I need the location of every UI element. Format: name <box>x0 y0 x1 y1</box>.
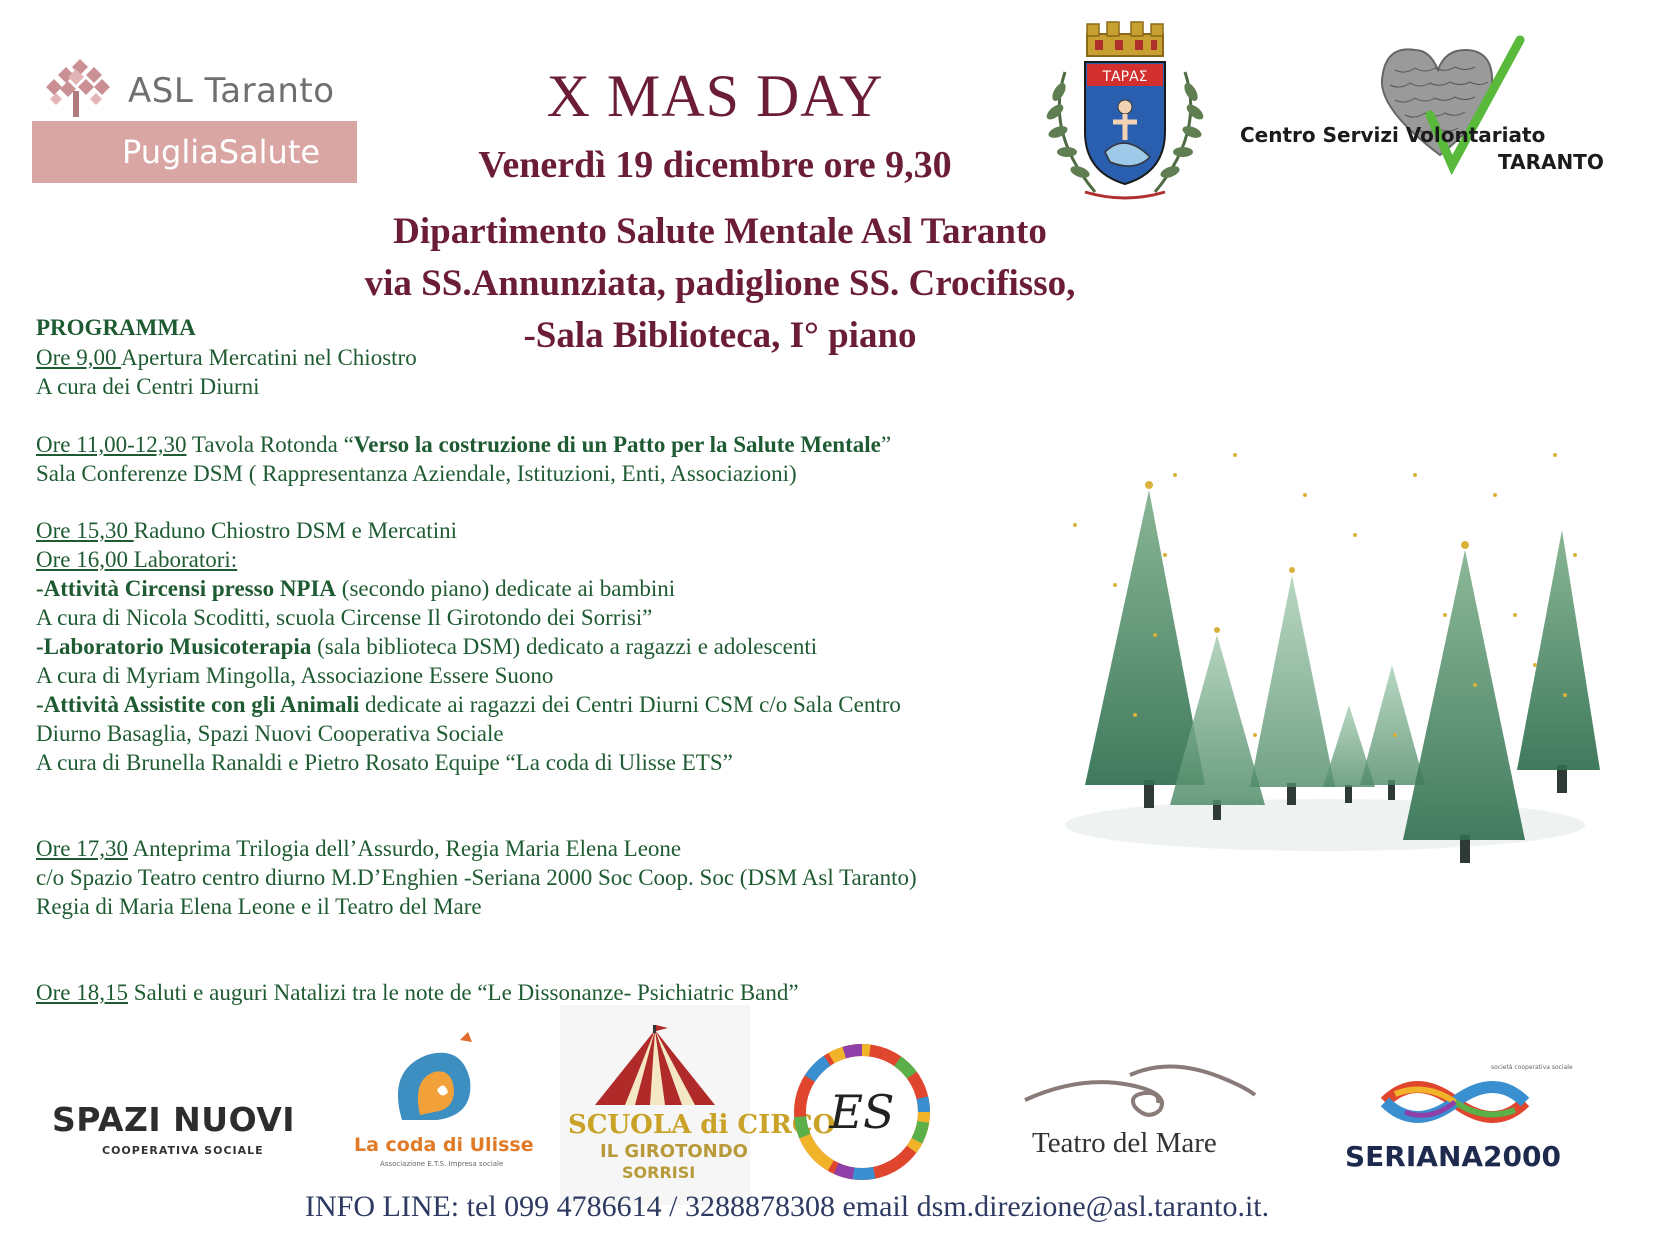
item-text: Saluti e auguri Natalizi tra le note de “Le Dissonanze- Psichiatric Band” <box>127 980 799 1005</box>
dog-wave-icon <box>382 1030 482 1130</box>
scuola-di-circo-logo <box>560 1005 836 1205</box>
item-text: Raduno Chiostro DSM e Mercatini <box>133 518 457 543</box>
csv-city: TARANTO <box>1498 150 1604 174</box>
circo-sub-2: SORRISI <box>622 1163 696 1182</box>
asl-taranto-logo <box>32 55 362 185</box>
crest-label: ΤΑΡΑΣ <box>1102 69 1148 85</box>
item-text: Tavola Rotonda “ <box>186 432 354 457</box>
asl-band-text: PugliaSalute <box>122 133 321 171</box>
teatro-del-mare-logo <box>1020 1055 1260 1165</box>
teatro-name: Teatro del Mare <box>1032 1127 1217 1159</box>
item-text: dedicate ai ragazzi dei Centri Diurni CSM c/o Sala Centro <box>359 692 901 717</box>
seriana-2000-logo <box>1335 1060 1575 1173</box>
circus-tent-icon <box>590 1025 720 1115</box>
spazi-nuovi-logo <box>50 1100 310 1162</box>
circo-name: SCUOLA di CIRCO <box>568 1110 836 1140</box>
tree-icon <box>36 57 116 117</box>
info-line: INFO LINE: tel 099 4786614 / 3288878308 email dsm.direzione@asl.taranto.it. <box>305 1190 1270 1223</box>
es-initials: ES <box>829 1085 895 1139</box>
lab-item-3-line-3: A cura di Brunella Ranaldi e Pietro Rosato Equipe “La coda di Ulisse ETS” <box>36 750 733 775</box>
csv-taranto-logo <box>1230 35 1630 185</box>
item-bold: -Attività Assistite con gli Animali <box>36 692 360 717</box>
asl-name: ASL Taranto <box>128 71 335 111</box>
spazi-name: SPAZI NUOVI <box>52 1100 296 1139</box>
time-label: Ore 16,00 Laboratori: <box>36 547 238 572</box>
time-label: Ore 9,00 <box>36 345 121 370</box>
programme-item-6 <box>36 978 799 1007</box>
venue-line-3: -Sala Biblioteca, I° piano <box>523 315 917 356</box>
lab-item-3-line-2: Diurno Basaglia, Spazi Nuovi Cooperativa Sociale <box>36 721 504 746</box>
lab-item-3 <box>36 690 901 719</box>
csv-name: Centro Servizi Volontariato <box>1240 123 1546 147</box>
programme-item-5 <box>36 834 681 863</box>
lab-item-1-line-2: A cura di Nicola Scoditti, scuola Circense Il Girotondo dei Sorrisi” <box>36 605 653 630</box>
lab-item-1 <box>36 574 675 603</box>
asl-band <box>32 121 357 183</box>
venue-line-2: via SS.Annunziata, padiglione SS. Crocifisso, <box>364 263 1076 304</box>
programme-item-4 <box>36 545 237 574</box>
seriana-sub: società cooperativa sociale <box>1491 1064 1573 1071</box>
time-label: Ore 17,30 <box>36 836 128 861</box>
colorful-ring-icon <box>790 1040 935 1185</box>
time-label: Ore 11,00-12,30 <box>36 432 187 457</box>
programme-item-5-line-2: c/o Spazio Teatro centro diurno M.D’Enghien -Seriana 2000 Soc Coop. Soc (DSM Asl Taranto) <box>36 865 917 890</box>
item-text: Apertura Mercatini nel Chiostro <box>120 345 417 370</box>
event-title: X MAS DAY <box>546 63 884 129</box>
item-bold: -Laboratorio Musicoterapia <box>36 634 312 659</box>
christmas-trees-illustration <box>1055 435 1600 870</box>
item-bold: Verso la costruzione di un Patto per la Salute Mentale <box>353 432 881 457</box>
programme-item-2 <box>36 430 891 459</box>
time-label: Ore 15,30 <box>36 518 134 543</box>
item-text: Anteprima Trilogia dell’Assurdo, Regia Maria Elena Leone <box>127 836 682 861</box>
circo-sub-1: IL GIROTONDO <box>600 1141 748 1162</box>
coda-sub: Associazione E.T.S. Impresa sociale <box>380 1160 504 1168</box>
city-crest-icon <box>1025 12 1225 212</box>
item-bold: -Attività Circensi presso NPIA <box>36 576 337 601</box>
lab-item-2-line-2: A cura di Myriam Mingolla, Associazione Essere Suono <box>36 663 554 688</box>
coda-name: La coda di Ulisse <box>354 1134 534 1156</box>
programme-item-5-line-3: Regia di Maria Elena Leone e il Teatro del Mare <box>36 894 482 919</box>
item-text: (sala biblioteca DSM) dedicato a ragazzi e adolescenti <box>311 634 818 659</box>
wave-spiral-icon <box>1020 1055 1260 1125</box>
knot-icon <box>1375 1072 1535 1132</box>
time-label: Ore 18,15 <box>36 980 128 1005</box>
item-text: (secondo piano) dedicate ai bambini <box>336 576 676 601</box>
programme-item-3 <box>36 516 457 545</box>
event-date: Venerdì 19 dicembre ore 9,30 <box>478 144 952 186</box>
spazi-sub: COOPERATIVA SOCIALE <box>102 1144 264 1157</box>
item-close: ” <box>880 432 892 457</box>
programme-item-2-line-2: Sala Conferenze DSM ( Rappresentanza Aziendale, Istituzioni, Enti, Associazioni) <box>36 461 797 486</box>
programme-heading: PROGRAMMA <box>36 315 196 340</box>
coda-di-ulisse-logo <box>352 1030 534 1170</box>
programme-item-1 <box>36 343 417 372</box>
lab-item-2 <box>36 632 817 661</box>
essere-suono-logo <box>790 1040 935 1185</box>
venue-line-1: Dipartimento Salute Mentale Asl Taranto <box>393 211 1047 252</box>
programme-item-1-line-2: A cura dei Centri Diurni <box>36 374 260 399</box>
seriana-name: SERIANA2000 <box>1345 1140 1561 1173</box>
